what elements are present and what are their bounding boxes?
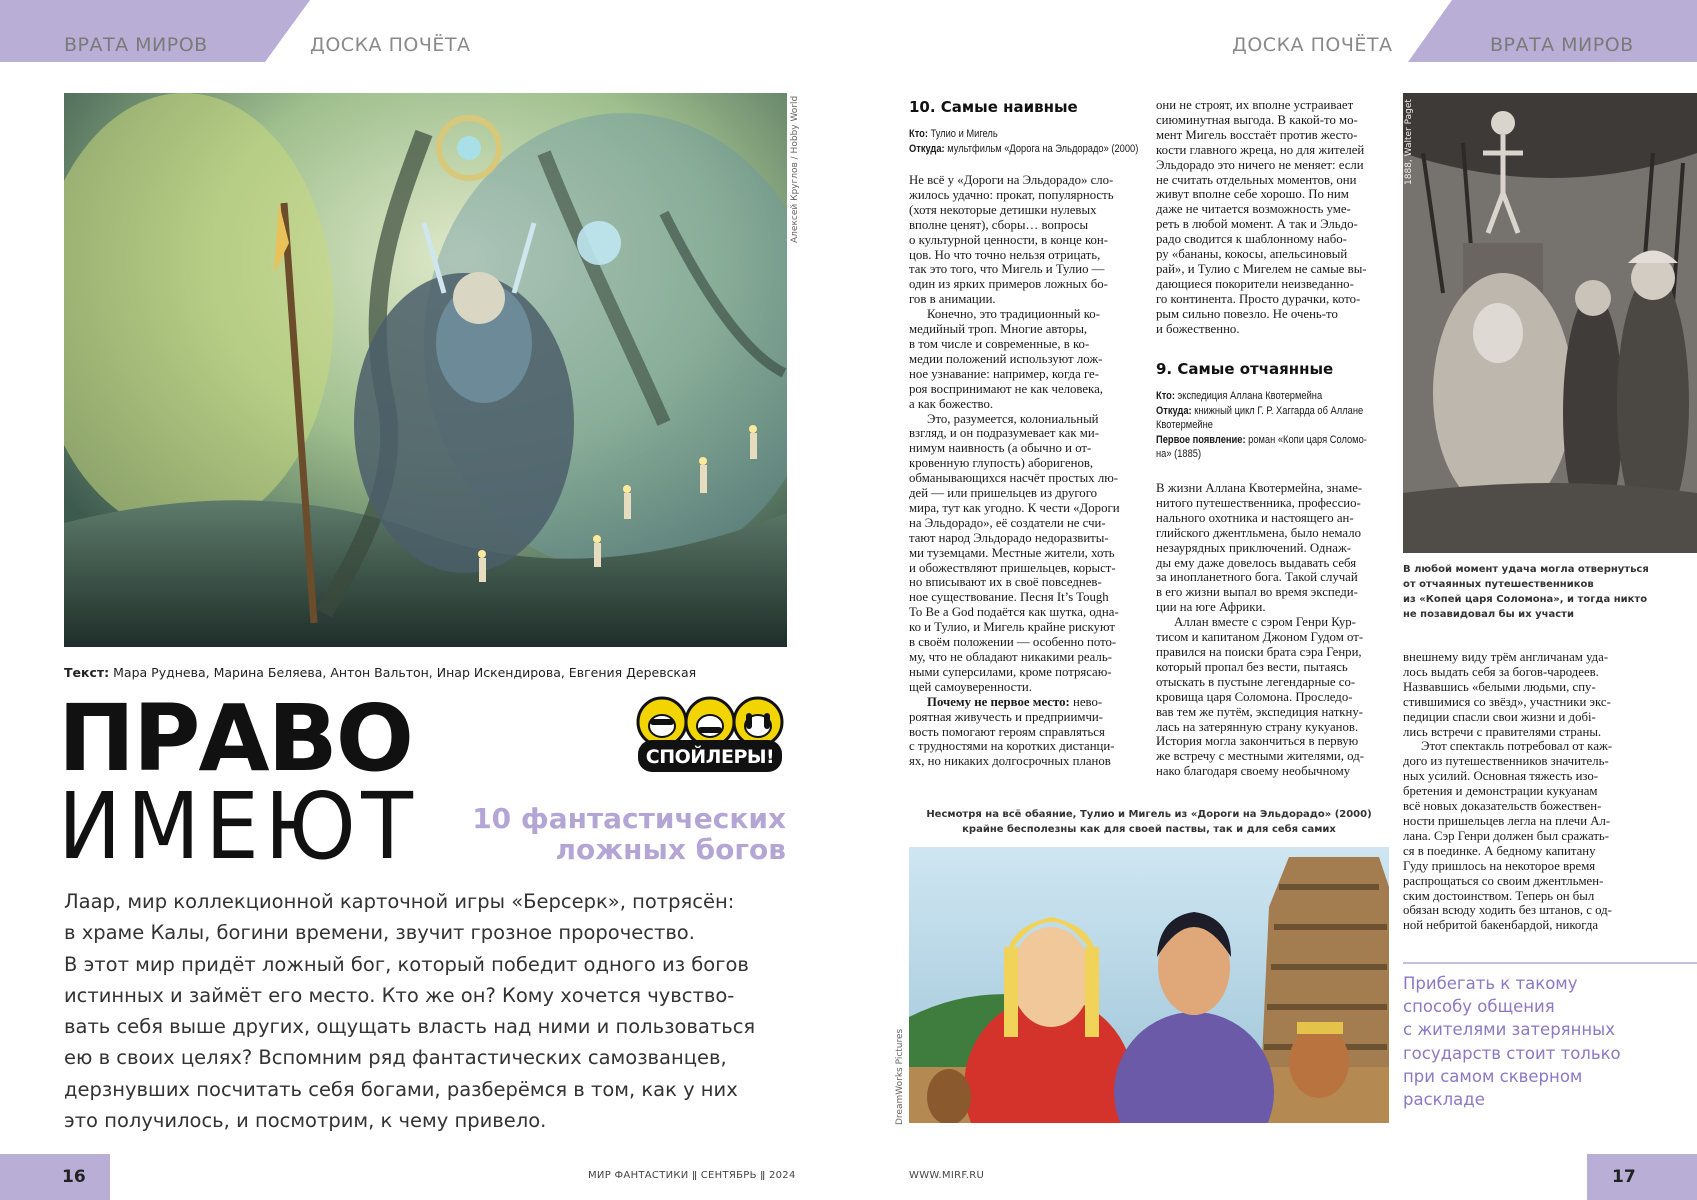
main-illustration [64,93,787,647]
engraving-credit: 1888, Walter Paget [1404,99,1414,185]
spoiler-badge-label: СПОЙЛЕРЫ! [645,746,775,768]
section-heading-9: 9. Самые отчаянные [1156,360,1334,378]
lead-line: ею в своих целях? Вспомним ряд фантастических самозванцев, [64,1046,727,1070]
section-9-meta: Кто: экспедиция Аллана Квотермейна Откуда: книжный цикл Г. Р. Хаггарда об Аллане Квотермейне Первое появление: роман «Копи царя Соломо- на» (1885) [1156,390,1367,461]
footer-page-box-right [1587,1154,1697,1200]
eldorado-still [909,847,1389,1123]
column-3-paragraph-2: Этот спектакль потребовал от каж- дого из путешественников значитель- ных усилий. Основная тяжесть изо- бретения и демонстрации кукуанам всё новых доказательств божествен- ности пришельцев легла на плечи Ал- лана. Сэр Генри должен был сражать- ся в поединке. А бедному капитану Гуду пришлось на некоторое время распрощаться со своим джентльмен- ским достоинством. Теперь он был обязан всюду ходить без штанов, с од- ной небритой бакенбардой, никогда [1403,739,1613,933]
meta-from: мультфильм «Дорога на Эльдорадо» (2000) [947,142,1139,155]
header-rubric-left: ДОСКА ПОЧЁТА [310,34,471,56]
column-1-text [909,173,1144,769]
meta-who-label: Кто: [909,128,928,140]
footer-site: WWW.MIRF.RU [909,1170,985,1181]
spoiler-badge [634,694,786,774]
engraving-caption: В любой момент удача могла отвернуться от отчаянных путешественников из «Копей царя Соломона», и тогда никто не позавидовал бы их участи [1403,564,1649,620]
lead-line: в храме Калы, богини времени, звучит грозное пророчество. [64,921,695,945]
why-not-first-label: Почему не первое место: [927,694,1070,709]
lead-line: это получилось, и посмотрим, к чему привело. [64,1109,547,1133]
lead-line: дерзнувших посчитать себя богами, разберёмся в том, как у них [64,1077,738,1101]
footer-magazine: МИР ФАНТАСТИКИ ǁ СЕНТЯБРЬ ǁ 2024 [588,1170,796,1181]
footer-page-box-left [0,1154,110,1200]
lead-line: Лаар, мир коллекционной карточной игры «Берсерк», потрясён: [64,890,735,913]
section-10-meta [909,127,1147,156]
lead-line: вать себя выше других, ощущать власть над ними и пользоваться [64,1015,756,1039]
column-2-text-bottom [1156,481,1391,779]
authors-line [64,665,696,680]
meta-from-label: Откуда: [909,142,945,155]
column-3-text [1403,650,1697,933]
main-illustration-credit: Алексей Круглов / Hobby World [790,95,800,243]
subtitle-line1: 10 фантастических [472,802,786,835]
page-number-right: 17 [1612,1167,1636,1187]
authors-names: Мара Руднева, Марина Беляева, Антон Вальтон, Инар Искендирова, Евгения Деревская [113,665,697,680]
column-1-paragraph-2: Конечно, это традиционный ко- медийный троп. Многие авторы, в том числе и современные, в ко- медии положений используют лож- ное узнавание: например, когда ге- роя воспринимают не как человека, а как божество. [909,307,1103,411]
section-heading-10: 10. Самые наивные [909,98,1078,116]
authors-label: Текст: [64,665,110,680]
quote-divider [1403,962,1697,964]
header-bars [0,0,1697,62]
page-number-left: 16 [62,1167,86,1187]
lead-line: В этот мир придёт ложный бог, который победит одного из богов [64,952,749,976]
lead-line: истинных и займёт его место. Кто же он? Кому хочется чувство- [64,983,735,1007]
article-title-line2: ИМЕЮТ [58,773,419,880]
header-rubric-right: ДОСКА ПОЧЁТА [1232,34,1393,56]
column-2-paragraph-2: В жизни Аллана Квотермейна, знаме- нитого путешественника, профессио- нального охотника и настоящего ан- глийского джентльмена, было немало незаурядных приключений. Однаж- ды ему даже довелось выдавать себя за инопланетного бога. Такой случай в его жизни выпал во время экспеди- ции на юге Африки. [1156,481,1363,615]
article-title-line1: ПРАВО [58,685,412,792]
subtitle-line2: ложных богов [555,833,786,866]
pull-quote: Прибегать к такому способу общения с жителями затерянных государств стоит только при самом скверном раскладе [1403,974,1621,1110]
column-1-paragraph-3: Это, разумеется, колониальный взгляд, и он подразумевает как ми- нимум наивность (а обычно и от- кровенную глупость) аборигенов, обманывающихся насчёт простых лю- дей — или пришельцев из другого мира, тут как угодно. К чести «Дороги на Эльдорадо», её создатели не счи- тают народ Эльдорадо недоразвиты- ми туземцами. Местные жители, хоть и обожествляют пришельцев, корыст- но вписывают их в своё повседнев- ное существование. Песня It’s Tough To Be a God подаётся как шутка, одна- ко и Тулио, и Мигель крайне рискуют в своём положении — особенно пото- му, что не обладают никакими реаль- ными суперсилами, кроме потрясаю- щей самоуверенности. [909,411,1120,694]
column-3-paragraph-1: внешнему виду трём англичанам уда- лось выдать себя за богов-чародеев. Назвавшись «белыми людьми, спу- стившимися со звёзд», участники экс- педиции спасли свои жизни и добі- лись встречи с правителями страны. [1403,650,1611,739]
eldorado-credit: DreamWorks Pictures [895,1028,905,1125]
column-2-paragraph-3: Аллан вместе с сэром Генри Кур- тисом и капитаном Джоном Гудом от- правился на поиски брата сэра Генри, который пропал без вести, пытаясь отыскать в пустыне легендарные со- кровища царя Соломона. Проследо- вав тем же путём, экспедиция наткну- лась на затерянную страну кукуанов. История могла закончиться в первую же встречу с местными жителями, од- нако благодаря своему необычному [1156,615,1364,779]
meta-who: Тулио и Мигель [930,128,998,140]
column-1-paragraph-4: Почему не первое место: нево- роятная живучесть и предприимчи- вость помогают героям справляться с трудностями на коротких дистанци- ях, но никаких долгосрочных планов [909,694,1115,769]
header-section-right: ВРАТА МИРОВ [1490,34,1634,56]
lead-paragraph [64,886,794,1136]
column-1-paragraph-1: Не всё у «Дороги на Эльдорадо» сло- жилось удачно: прокат, популярность (хотя некоторые детишки нулевых вполне ценят), сборы… вопросы о культурной ценности, в конце кон- цов. Но что точно нельзя отрицать, так это того, что Мигель и Тулио — один из ярких примеров ложных бо- гов в анимации. [909,173,1114,307]
column-2-text-top [1156,98,1391,337]
column-2-paragraph-1: они не строят, их вполне устраивает сиюминутная выгода. В какой-то мо- мент Мигель восстаёт против жесто- кости главного жреца, но для жителей Эльдорадо это ничего не меняет: если не считать отдельных моментов, они живут вполне себе хорошо. По ним даже не читается возможность уме- реть в любой момент. А так и Эльдо- радо сводится к шаблонному набо- ру «бананы, кокосы, апельсиновый рай», и Тулио с Мигелем не самые вы- дающиеся покорители неизведанно- го континента. Просто дурачки, кото- рым сильно повезло. Не очень-то и божественно. [1156,98,1367,336]
article-subtitle [440,803,786,865]
eldorado-caption: Несмотря на всё обаяние, Тулио и Мигель из «Дороги на Эльдорадо» (2000) крайне бесполезны как для своей паствы, так и для себя самих [926,809,1372,835]
solomon-engraving [1403,93,1697,553]
header-section-left: ВРАТА МИРОВ [64,34,208,56]
